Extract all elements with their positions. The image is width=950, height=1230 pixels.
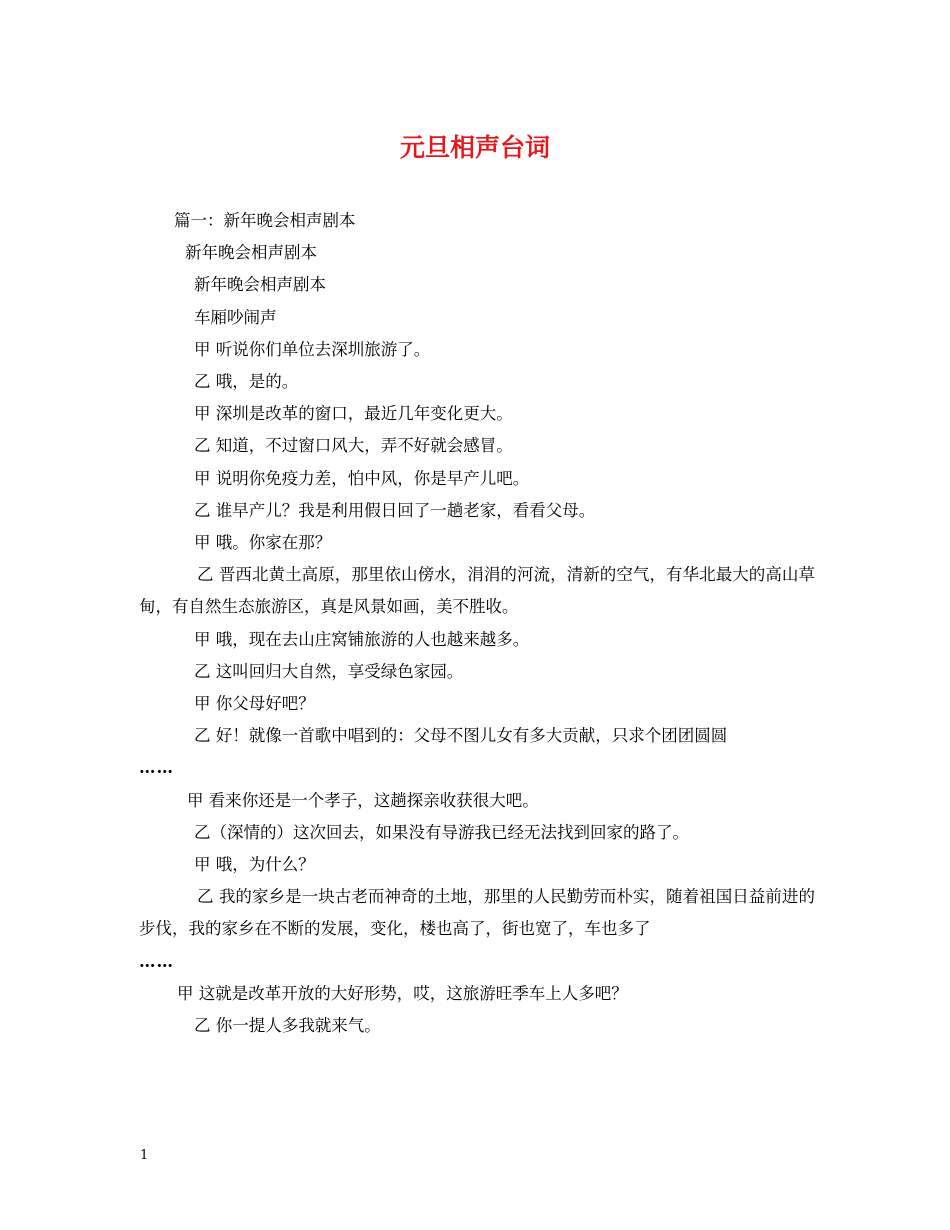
dialogue-line: 甲 深圳是改革的窗口，最近几年变化更大。 bbox=[194, 404, 513, 424]
ellipsis-line: …… bbox=[139, 758, 174, 778]
document-body bbox=[139, 205, 815, 1042]
dialogue-paragraph: 乙 我的家乡是一块古老而神奇的土地，那里的人民勤劳而朴实，随着祖国日益前进的步伐，我的家乡在不断的发展，变化，楼也高了，街也宽了，车也多了 bbox=[139, 887, 815, 939]
dialogue-line: 甲 看来你还是一个孝子，这趟探亲收获很大吧。 bbox=[187, 790, 539, 810]
dialogue-line: 乙 好！就像一首歌中唱到的：父母不图儿女有多大贡献，只求个团团圆圆 bbox=[194, 726, 728, 746]
dialogue-line: 乙 哦，是的。 bbox=[194, 372, 299, 392]
dialogue-line: 甲 这就是改革开放的大好形势，哎，这旅游旺季车上人多吧？ bbox=[177, 983, 628, 1003]
dialogue-line: 甲 哦。你家在那？ bbox=[194, 533, 332, 553]
page-number: 1 bbox=[140, 1148, 149, 1163]
dialogue-line: 乙 你一提人多我就来气。 bbox=[194, 1016, 381, 1036]
section-heading: 篇一：新年晚会相声剧本 bbox=[174, 211, 356, 230]
ellipsis-line: …… bbox=[139, 951, 174, 971]
dialogue-line: 乙（深情的）这次回去，如果没有导游我已经无法找到回家的路了。 bbox=[194, 822, 689, 842]
dialogue-line: 甲 听说你们单位去深圳旅游了。 bbox=[194, 339, 431, 359]
text-line: 新年晚会相声剧本 bbox=[185, 243, 317, 263]
text-line: 新年晚会相声剧本 bbox=[194, 275, 326, 295]
dialogue-paragraph: 乙 晋西北黄土高原，那里依山傍水，涓涓的河流，清新的空气，有华北最大的高山草甸，有自然生态旅游区，真是风景如画，美不胜收。 bbox=[139, 565, 815, 617]
dialogue-line: 甲 哦，为什么？ bbox=[194, 855, 315, 875]
page-title: 元旦相声台词 bbox=[399, 133, 550, 162]
dialogue-line: 乙 这叫回归大自然，享受绿色家园。 bbox=[194, 661, 464, 681]
text-line: 车厢吵闹声 bbox=[194, 307, 277, 327]
dialogue-line: 甲 说明你免疫力差，怕中风，你是早产儿吧。 bbox=[194, 468, 530, 488]
dialogue-line: 乙 知道，不过窗口风大，弄不好就会感冒。 bbox=[194, 436, 513, 456]
dialogue-line: 乙 谁早产儿？我是利用假日回了一趟老家，看看父母。 bbox=[194, 500, 596, 520]
dialogue-line: 甲 你父母好吧？ bbox=[194, 694, 315, 714]
dialogue-line: 甲 哦，现在去山庄窝铺旅游的人也越来越多。 bbox=[194, 629, 530, 649]
